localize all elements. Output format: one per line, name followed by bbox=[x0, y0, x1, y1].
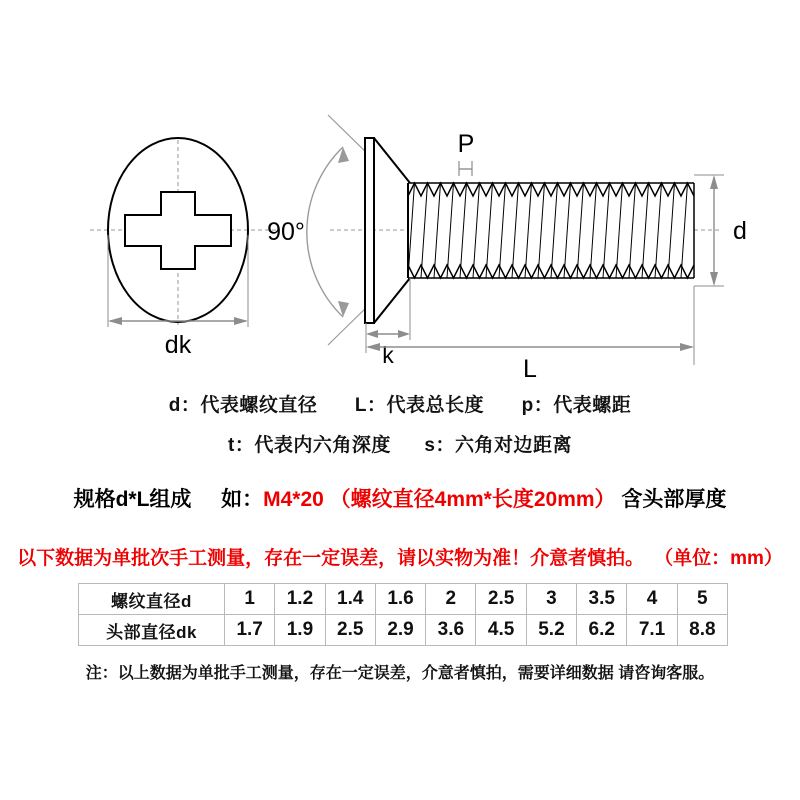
screw-technical-drawing bbox=[0, 95, 800, 385]
warning-unit: （单位：mm） bbox=[654, 548, 783, 569]
cell-d-8: 4 bbox=[627, 584, 677, 615]
warning-text: 以下数据为单批次手工测量，存在一定误差，请以实物为准！介意者慎拍。 bbox=[17, 548, 645, 569]
cell-dk-4: 3.6 bbox=[426, 615, 476, 646]
d-label: d bbox=[733, 217, 747, 245]
legend-sep-p: ： bbox=[533, 395, 554, 416]
cell-dk-9: 8.8 bbox=[677, 615, 727, 646]
legend-meaning-t: 代表内六角深度 bbox=[254, 435, 391, 456]
legend-line-1 bbox=[0, 390, 800, 417]
head-on-view bbox=[90, 138, 280, 359]
cell-d-0: 1 bbox=[225, 584, 275, 615]
legend-line-2 bbox=[0, 430, 800, 457]
L-arrow-right bbox=[680, 343, 694, 351]
phillips-cross-recess bbox=[125, 192, 231, 269]
pitch-label: P bbox=[457, 130, 475, 158]
drawing-svg bbox=[0, 95, 800, 385]
dk-arrow-left bbox=[108, 317, 122, 325]
angle-label: 90° bbox=[267, 218, 305, 246]
legend-meaning-p: 代表螺距 bbox=[553, 395, 632, 416]
spec-example-label: 如： bbox=[221, 488, 264, 511]
legend-sep-s: ： bbox=[435, 435, 455, 456]
L-arrow-left bbox=[366, 343, 380, 351]
head-top-face bbox=[365, 138, 374, 323]
L-label: L bbox=[523, 355, 537, 383]
cell-dk-5: 4.5 bbox=[476, 615, 526, 646]
angle-arc bbox=[307, 147, 343, 317]
legend-symbol-s: s bbox=[424, 435, 436, 456]
legend-symbol-L: L bbox=[354, 395, 368, 416]
row-header-head-diameter: 头部直径dk bbox=[79, 615, 225, 646]
table-row bbox=[79, 584, 728, 615]
cell-dk-7: 6.2 bbox=[577, 615, 627, 646]
cell-dk-8: 7.1 bbox=[627, 615, 677, 646]
legend-symbol-d: d bbox=[168, 395, 181, 416]
cell-dk-0: 1.7 bbox=[225, 615, 275, 646]
side-view bbox=[267, 115, 747, 383]
cell-dk-3: 2.9 bbox=[375, 615, 425, 646]
measurement-warning-line bbox=[0, 543, 800, 570]
cell-d-9: 5 bbox=[677, 584, 727, 615]
head-cone-upper bbox=[374, 138, 410, 183]
d-arrow-top bbox=[710, 175, 718, 189]
legend-sep-t: ： bbox=[234, 435, 255, 456]
cell-d-3: 1.6 bbox=[375, 584, 425, 615]
cell-d-5: 2.5 bbox=[476, 584, 526, 615]
dk-label: dk bbox=[164, 331, 192, 359]
spec-example-detail: （螺纹直径4mm*长度20mm） bbox=[329, 488, 616, 511]
cell-d-6: 3 bbox=[526, 584, 576, 615]
k-arrow-right bbox=[398, 330, 410, 338]
k-arrow-left bbox=[366, 330, 378, 338]
row-header-thread-diameter: 螺纹直径d bbox=[79, 584, 225, 615]
spec-table-container bbox=[78, 583, 728, 646]
spec-table bbox=[78, 583, 728, 646]
cell-d-2: 1.4 bbox=[325, 584, 375, 615]
spec-example-code: M4*20 bbox=[263, 488, 324, 511]
spec-prefix: 规格d*L组成 bbox=[73, 488, 192, 511]
k-label: k bbox=[382, 342, 394, 368]
legend-meaning-L: 代表总长度 bbox=[386, 395, 485, 416]
legend-meaning-d: 代表螺纹直径 bbox=[200, 395, 318, 416]
cell-dk-1: 1.9 bbox=[275, 615, 325, 646]
cell-d-4: 2 bbox=[426, 584, 476, 615]
cell-d-7: 3.5 bbox=[577, 584, 627, 615]
spec-format-line bbox=[0, 483, 800, 513]
table-row bbox=[79, 615, 728, 646]
dk-arrow-right bbox=[234, 317, 248, 325]
cell-d-1: 1.2 bbox=[275, 584, 325, 615]
legend-sep-d: ： bbox=[180, 395, 201, 416]
d-arrow-bottom bbox=[710, 272, 718, 286]
cell-dk-6: 5.2 bbox=[526, 615, 576, 646]
legend-symbol-t: t bbox=[227, 435, 235, 456]
head-cone-lower bbox=[374, 278, 410, 323]
cell-dk-2: 2.5 bbox=[325, 615, 375, 646]
legend-meaning-s: 六角对边距离 bbox=[455, 435, 573, 456]
bottom-note-line: 注：以上数据为单批手工测量，存在一定误差，介意者慎拍，需要详细数据 请咨询客服。 bbox=[85, 665, 715, 682]
legend-symbol-p: p bbox=[521, 395, 534, 416]
legend-sep-L: ： bbox=[367, 395, 387, 416]
spec-suffix: 含头部厚度 bbox=[621, 488, 727, 511]
